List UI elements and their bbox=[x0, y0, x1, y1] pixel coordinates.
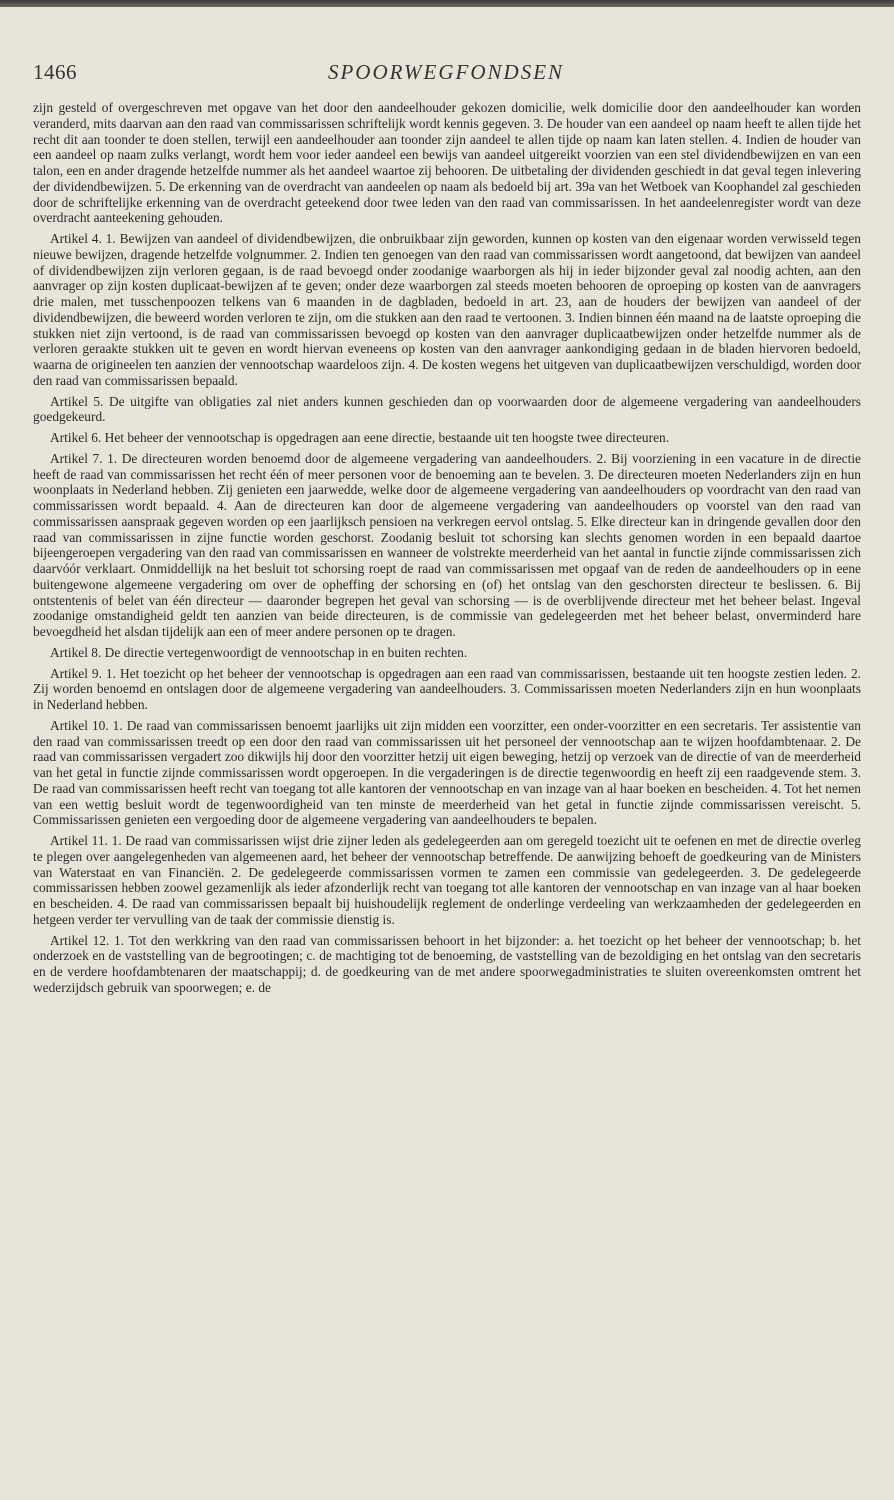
paragraph-artikel-11: Artikel 11. 1. De raad van commissarissen wijst drie zijner leden als gedelegeerden aan om geregeld toezicht uit te oefenen en met de directie overleg te plegen over aangelegenheden van algemeenen aard, het beheer der vennootschap betreffende. De aanwijzing behoeft de goedkeuring van de Ministers van Waterstaat en van Financiën. 2. De gedelegeerde commissarissen vormen te zamen een commissie van gedelegeerden. 3. De gedelegeerde commissarissen hebben zoowel gezamenlijk als ieder afzonderlijk recht van toegang tot alle kantoren der vennootschap en van inzage van al haar boeken en bescheiden. 4. De raad van commissarissen bepaalt bij huishoudelijk reglement de onderlinge verdeeling van werkzaamheden der gedelegeerden en hetgeen verder ter vervulling van de taak der commissie dienstig is. bbox=[33, 833, 861, 927]
scan-edge bbox=[0, 0, 894, 7]
paragraph-artikel-12: Artikel 12. 1. Tot den werkkring van den raad van commissarissen behoort in het bijzonder: a. het toezicht op het beheer der vennootschap; b. het onderzoek en de vaststelling van de begrootingen; c. de machtiging tot de benoeming, de vaststelling van de bezoldiging en het ontslag van den secretaris en de verdere hoofdambtenaren der maatschappij; d. de goedkeuring van de met andere spoorwegadministraties te sluiten overeenkomsten omtrent het wederzijdsch gebruik van spoorwegen; e. de bbox=[33, 932, 861, 995]
page-number: 1466 bbox=[33, 60, 77, 84]
running-title: SPOORWEGFONDSEN bbox=[327, 60, 565, 84]
paragraph-artikel-7: Artikel 7. 1. De directeuren worden benoemd door de algemeene vergadering van aandeelhouders. 2. Bij voorziening in een vacature in de directie heeft de raad van commissarissen het recht één of meer personen voor de benoeming aan te bevelen. 3. De directeuren moeten Nederlanders zijn en hun woonplaats in Nederland hebben. Zij genieten een jaarwedde, welke door de algemeene vergadering van aandeelhouders op voordracht van den raad van commissarissen wordt bepaald. 4. Aan de directeuren kan door de algemeene vergadering van aandeelhouders op voorstel van den raad van commissarissen aanspraak gegeven worden op een jaarlijksch pensioen na verkregen eervol ontslag. 5. Elke directeur kan in dringende gevallen door den raad van commissarissen in zijne functie worden geschorst. Zoodanig besluit tot schorsing kan slechts genomen worden in een bepaald daartoe bijeengeroepen vergadering van den raad van commissarissen en wanneer de volstrekte meerderheid van het aantal in functie zijnde commissarissen zich daarvóór verklaart. Onmiddellijk na het besluit tot schorsing roept de raad van commissarissen met opgaaf van de reden de aandeelhouders op in eene buitengewone algemeene vergadering om over de opheffing der schorsing en (of) het ontslag van den geschorsten directeur te beslissen. 6. Bij ontstentenis of belet van één directeur — daaronder begrepen het geval van schorsing — is de overblijvende directeur met het beheer belast. Ingeval zoodanige omstandigheid geldt ten aanzien van beide directeuren, is de commissie van gedelegeerden met het beheer belast, onverminderd hare bevoegdheid het alsdan tijdelijk aan een of meer andere personen op te dragen. bbox=[33, 450, 861, 639]
paragraph-artikel-6: Artikel 6. Het beheer der vennootschap is opgedragen aan eene directie, bestaande uit ten hoogste twee directeuren. bbox=[50, 430, 670, 445]
paragraph-continuation: zijn gesteld of overgeschreven met opgave van het door den aandeelhouder gekozen domicilie, welk domicilie door den aandeelhouder kan worden veranderd, mits daarvan aan den raad van commissarissen schriftelijk wordt kennis gegeven. 3. De houder van een aandeel op naam heeft te allen tijde het recht dit aan toonder te doen stellen, terwijl een aandeelhouder aan toonder zijn aandeel te allen tijde op naam kan laten stellen. 4. Indien de houder van een aandeel op naam zulks verlangt, wordt hem voor ieder aandeel een bewijs van aandeel uitgereikt voorzien van een stel dividendbewijzen en van een talon, een en ander dragende hetzelfde nummer als het aandeel waartoe zij behooren. De uitbetaling der dividenden geschiedt in dat geval tegen inlevering der dividendbewijzen. 5. De erkenning van de overdracht van aandeelen op naam als bedoeld bij art. 39a van het Wetboek van Koophandel zal geschieden door de schriftelijke erkenning van de overdracht geteekend door twee leden van den raad van commissarissen. In het aandeelenregister wordt van deze overdracht aanteekening gehouden. bbox=[33, 100, 861, 226]
paragraph-artikel-8: Artikel 8. De directie vertegenwoordigt de vennootschap in en buiten rechten. bbox=[50, 644, 468, 660]
body-text bbox=[33, 100, 861, 1001]
paragraph-artikel-4: Artikel 4. 1. Bewijzen van aandeel of dividendbewijzen, die onbruikbaar zijn geworden, kunnen op kosten van den eigenaar worden verwisseld tegen nieuwe bewijzen, dragende hetzelfde volgnummer. 2. Indien ten genoegen van den raad van commissarissen wordt aangetoond, dat bewijzen van aandeel of dividendbewijzen zijn verloren gegaan, is de raad bevoegd onder zoodanige waarborgen als hij in ieder bijzonder geval zal noodig achten, aan den aanvrager op zijn kosten duplicaat-bewijzen af te geven; onder deze waarborgen zal steeds moeten behooren de oproeping op kosten van de aanvragers drie malen, met tusschenpoozen telkens van 6 maanden in de dagbladen, bedoeld in art. 23, aan de houders der bewijzen van aandeel of der dividendbewijzen, die beweerd worden verloren te zijn, om die stukken aan den raad te vertoonen. 3. Indien binnen één maand na de laatste oproeping die stukken niet zijn vertoond, is de raad van commissarissen bevoegd op kosten van den aanvrager duplicaatbewijzen onder hetzelfde nummer als de verloren geraakte stukken uit te geven en wordt hiervan eveneens op kosten van den aanvrager aankondiging gedaan in de bladen hiervoren bedoeld, waarna de origineelen ten aanzien der vennootschap waardeloos zijn. 4. De kosten wegens het uitgeven van duplicaatbewijzen verschuldigd, worden door den raad van commissarissen bepaald. bbox=[33, 231, 861, 388]
page-header bbox=[33, 58, 859, 88]
paragraph-artikel-9: Artikel 9. 1. Het toezicht op het beheer der vennootschap is opgedragen aan een raad van commissarissen, bestaande uit ten hoogste zestien leden. 2. Zij worden benoemd en ontslagen door de algemeene vergadering van aandeelhouders. 3. Commissarissen moeten Nederlanders zijn en hun woonplaats in Nederland hebben. bbox=[33, 665, 861, 712]
paragraph-artikel-5: Artikel 5. De uitgifte van obligaties zal niet anders kunnen geschieden dan op voorwaarden door de algemeene vergadering van aandeelhouders goedgekeurd. bbox=[33, 393, 861, 425]
paragraph-artikel-10: Artikel 10. 1. De raad van commissarissen benoemt jaarlijks uit zijn midden een voorzitter, een onder-voorzitter en een secretaris. Ter assistentie van den raad van commissarissen treedt op een door den raad van commissarissen uit het personeel der vennootschap aan te wijzen hoofdambtenaar. 2. De raad van commissarissen vergadert zoo dikwijls hij door den voorzitter hetzij uit eigen beweging, hetzij op verzoek van de directie of van de meerderheid van het getal in functie zijnde commissarissen wordt opgeroepen. In die vergaderingen is de directie tegenwoordig en heeft zij een raadgevende stem. 3. De raad van commissarissen heeft recht van toegang tot alle kantoren der vennootschap en van inzage van al haar boeken en bescheiden. 4. Tot het nemen van een wettig besluit wordt de tegenwoordigheid van ten minste de meerderheid van het getal in functie zijnde commissarissen vereischt. 5. Commissarissen genieten een vergoeding door de algemeene vergadering van aandeelhouders te bepalen. bbox=[33, 717, 861, 828]
